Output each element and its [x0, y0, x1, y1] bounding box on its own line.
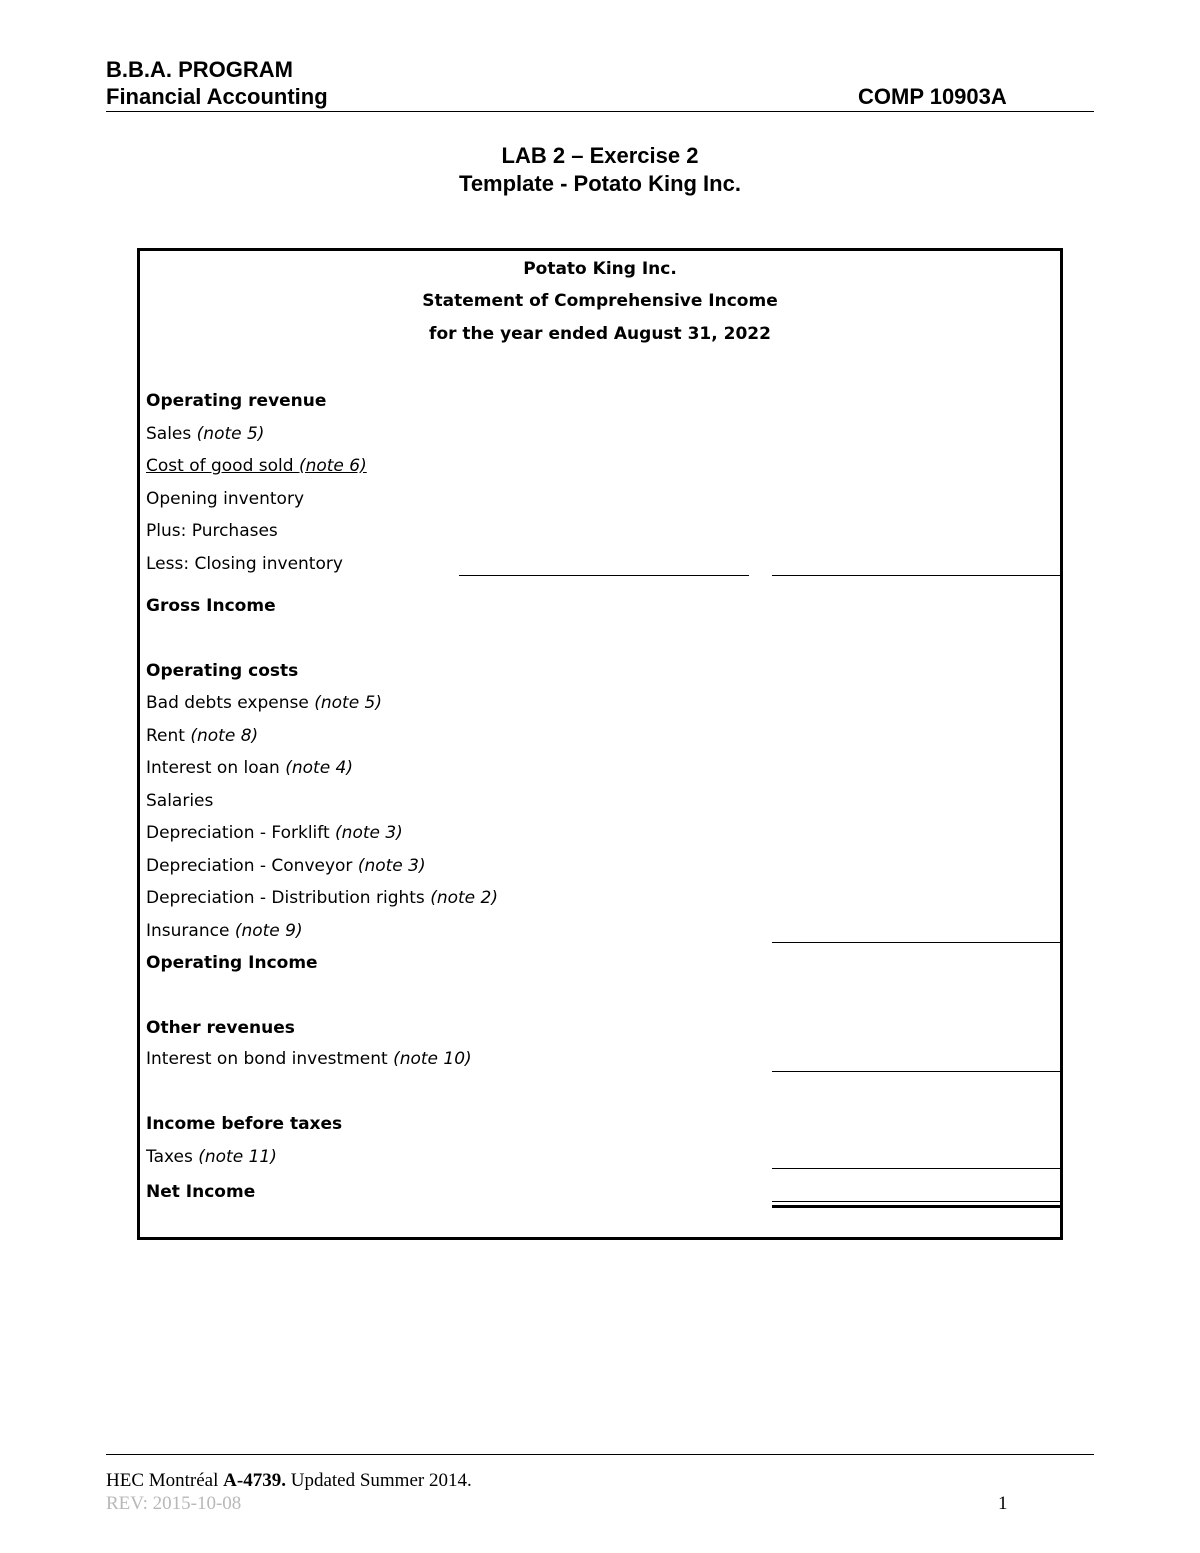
row-bad-debts: Bad debts expense (note 5): [146, 693, 383, 713]
total-line-taxes: [772, 1168, 1060, 1169]
section-operating-costs: Operating costs: [146, 661, 299, 681]
lab-subtitle: Template - Potato King Inc.: [459, 171, 741, 196]
total-line-other-revenues: [772, 1071, 1060, 1072]
course-name: Financial Accounting: [106, 84, 328, 109]
income-statement-template: [137, 248, 1063, 1240]
subtotal-line-cogs: [459, 575, 749, 576]
row-cost-of-goods-sold: Cost of good sold (note 6): [146, 456, 367, 476]
header-divider: [106, 111, 1094, 112]
footer-revision: REV: 2015-10-08: [106, 1493, 242, 1514]
footer-credit: HEC Montréal A-4739. Updated Summer 2014.: [106, 1470, 472, 1491]
total-line-cogs: [772, 575, 1060, 576]
section-other-revenues: Other revenues: [146, 1018, 295, 1038]
row-interest-bond: Interest on bond investment (note 10): [146, 1049, 472, 1069]
row-sales: Sales (note 5): [146, 424, 265, 444]
row-operating-income: Operating Income: [146, 953, 318, 973]
row-gross-income: Gross Income: [146, 596, 276, 616]
course-code: COMP 10903A: [858, 84, 1007, 109]
section-operating-revenue: Operating revenue: [146, 391, 327, 411]
row-opening-inventory: Opening inventory: [146, 489, 305, 509]
footer-divider: [106, 1454, 1094, 1455]
row-insurance: Insurance (note 9): [146, 921, 303, 941]
lab-title: LAB 2 – Exercise 2: [501, 143, 699, 168]
row-depreciation-forklift: Depreciation - Forklift (note 3): [146, 823, 403, 843]
row-depreciation-rights: Depreciation - Distribution rights (note 2): [146, 888, 498, 908]
statement-title: Statement of Comprehensive Income: [422, 291, 778, 311]
row-income-before-taxes: Income before taxes: [146, 1114, 343, 1134]
net-income-double-line-top: [772, 1201, 1060, 1202]
row-taxes: Taxes (note 11): [146, 1147, 277, 1167]
row-net-income: Net Income: [146, 1182, 256, 1202]
row-interest-loan: Interest on loan (note 4): [146, 758, 354, 778]
statement-company: Potato King Inc.: [523, 259, 677, 279]
row-depreciation-conveyor: Depreciation - Conveyor (note 3): [146, 856, 426, 876]
row-purchases: Plus: Purchases: [146, 521, 278, 541]
statement-period: for the year ended August 31, 2022: [429, 324, 771, 344]
program-heading: B.B.A. PROGRAM: [106, 57, 293, 82]
row-rent: Rent (note 8): [146, 726, 259, 746]
page-number: 1: [998, 1493, 1008, 1514]
total-line-operating-costs: [772, 942, 1060, 943]
row-closing-inventory: Less: Closing inventory: [146, 554, 343, 574]
row-salaries: Salaries: [146, 791, 214, 811]
net-income-double-line-bottom: [772, 1205, 1060, 1208]
footer-case-code: A-4739.: [223, 1470, 286, 1491]
